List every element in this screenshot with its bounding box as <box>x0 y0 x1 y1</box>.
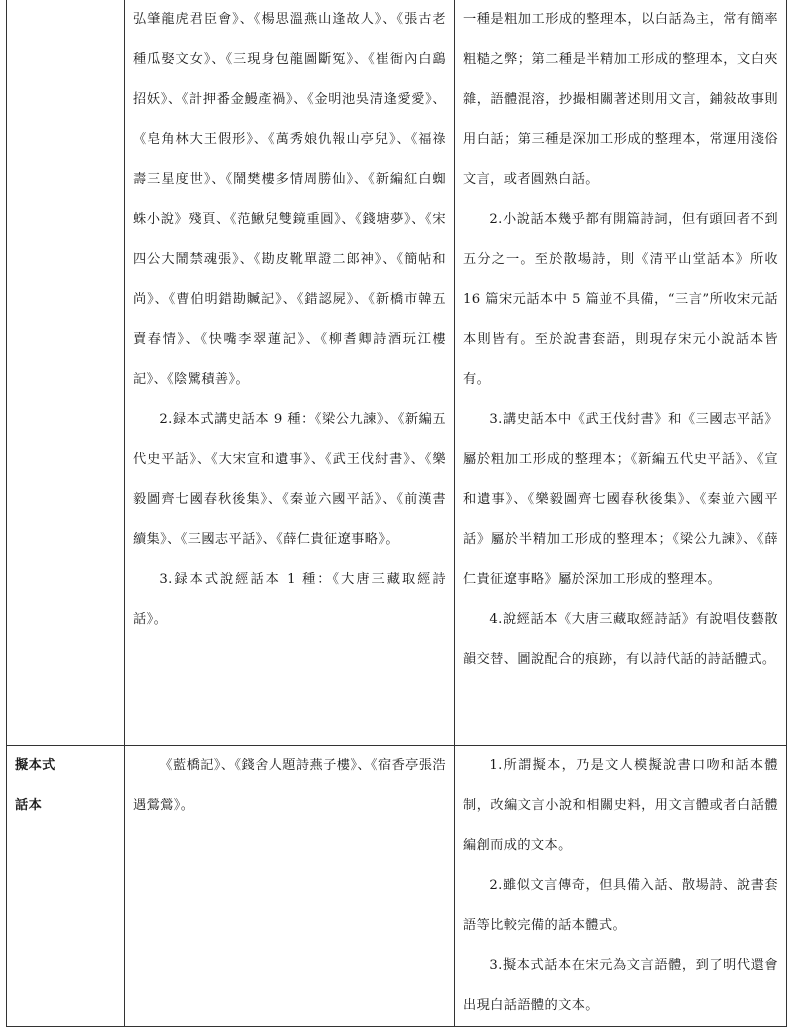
notes-cell <box>455 746 787 1027</box>
paragraph: 3.講史話本中《武王伐紂書》和《三國志平話》屬於粗加工形成的整理本；《新編五代史平話》、《宣和遺事》、《樂毅圖齊七國春秋後集》、《秦並六國平話》屬於半精加工形成的整理本；《梁公九諫》、《薛仁貴征遼事略》屬於深加工形成的整理本。 <box>463 412 778 587</box>
category-cell <box>7 0 125 746</box>
table-row <box>7 746 787 1027</box>
paragraph: 弘肇龍虎君臣會》、《楊思溫燕山逢故人》、《張古老種瓜娶文女》、《三現身包龍圖斷冤》、《崔衙內白鷂招妖》、《計押番金鰻產禍》、《金明池吳清逢愛愛》、《皂角林大王假形》、《萬秀娘仇報山亭兒》、《福祿壽三星度世》、《鬧樊樓多情周勝仙》、《新編紅白蜘蛛小說》殘頁、《范鰍兒雙鏡重圓》、《錢塘夢》、《宋四公大鬧禁魂張》、《勘皮靴單證二郎神》、《簡帖和尚》、《曹伯明錯勘贓記》、《錯認屍》、《新橋市韓五賣春情》、《快嘴李翠蓮記》、《柳耆卿詩酒玩江樓記》、《陰騭積善》。 <box>133 12 446 387</box>
paragraph: 1.所謂擬本，乃是文人模擬說書口吻和話本體制，改編文言小說和相關史料，用文言體或者白話體編創而成的文本。 <box>463 758 778 853</box>
paragraph: 《藍橋記》、《錢舍人題詩燕子樓》、《宿香亭張浩遇鶯鶯》。 <box>133 758 446 813</box>
paragraph: 4.說經話本《大唐三藏取經詩話》有說唱伎藝散韻交替、圖說配合的痕跡，有以詩代話的詩話體式。 <box>463 612 778 667</box>
table-row <box>7 0 787 746</box>
paragraph: 3.録本式說經話本 1 種：《大唐三藏取經詩話》。 <box>133 572 446 627</box>
paragraph: 2.雖似文言傳奇，但具備入話、散場詩、說書套語等比較完備的話本體式。 <box>463 878 778 933</box>
paragraph: 2.小說話本幾乎都有開篇詩詞，但有頭回者不到五分之一。至於散場詩，則《清平山堂話本》所收 16 篇宋元話本中 5 篇並不具備，“三言”所收宋元話本則皆有。至於說書套語，則現存宋元小說話本皆有。 <box>463 212 778 387</box>
titles-cell <box>125 0 455 746</box>
titles-cell <box>125 746 455 1027</box>
paragraph: 2.録本式講史話本 9 種：《梁公九諫》、《新編五代史平話》、《大宋宣和遺事》、《武王伐紂書》、《樂毅圖齊七國春秋後集》、《秦並六國平話》、《前漢書續集》、《三國志平話》、《薛仁貴征遼事略》。 <box>133 412 446 547</box>
notes-cell <box>455 0 787 746</box>
category-label-line: 擬本式 <box>15 758 56 773</box>
document-table <box>6 0 787 1027</box>
category-cell <box>7 746 125 1027</box>
category-label-line: 話本 <box>15 798 43 813</box>
paragraph: 一種是粗加工形成的整理本，以白話為主，常有簡率粗糙之弊；第二種是半精加工形成的整理本，文白夾雜，語體混溶，抄撮相關著述則用文言，鋪敍故事則用白話；第三種是深加工形成的整理本，常運用淺俗文言，或者圓熟白話。 <box>463 12 778 187</box>
paragraph: 3.擬本式話本在宋元為文言語體，到了明代還會出現白話語體的文本。 <box>463 958 778 1013</box>
